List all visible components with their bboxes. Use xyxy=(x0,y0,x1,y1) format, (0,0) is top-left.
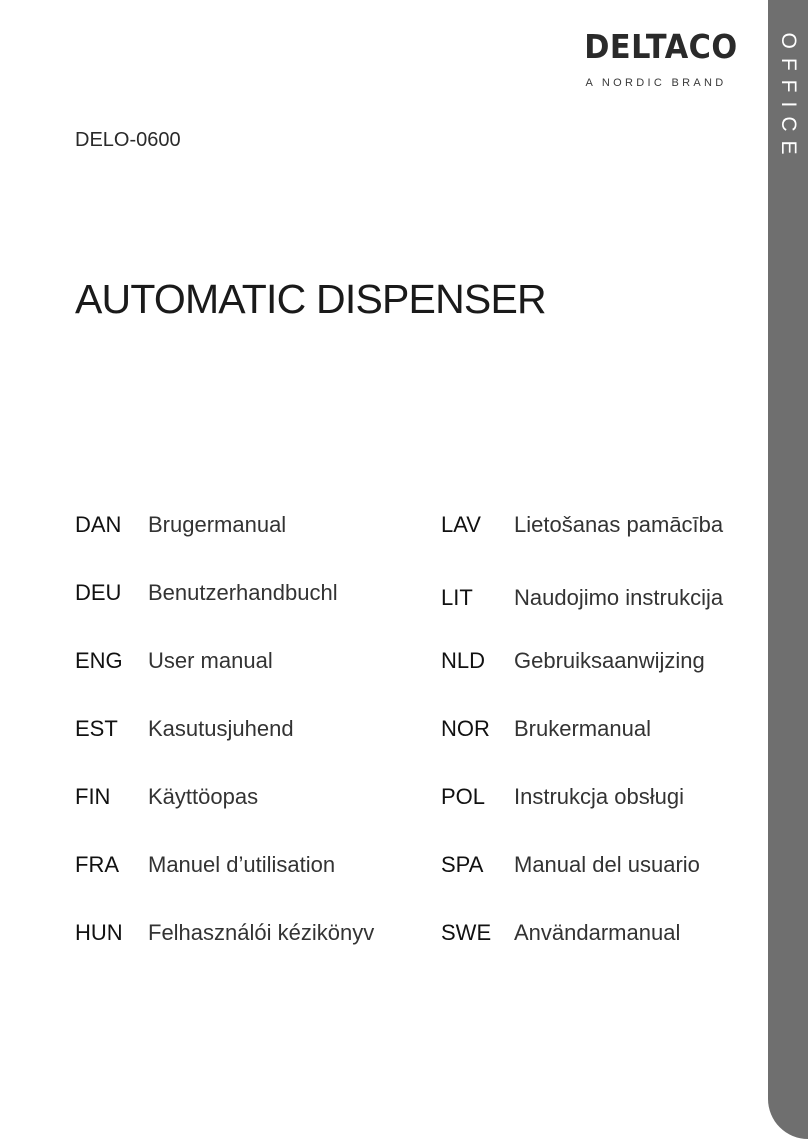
language-label: Manual del usuario xyxy=(514,852,700,877)
language-label: User manual xyxy=(148,648,273,673)
language-label: Gebruiksaanwijzing xyxy=(514,648,705,673)
language-label: Brugermanual xyxy=(148,512,287,537)
language-label: Användarmanual xyxy=(514,920,681,945)
brand-name: DELTACO xyxy=(584,27,738,66)
language-label: Benutzerhandbuchl xyxy=(148,580,338,605)
language-label: Naudojimo instrukcija xyxy=(514,585,724,610)
language-code: POL xyxy=(441,784,486,809)
language-code: DAN xyxy=(75,512,122,537)
language-code: SWE xyxy=(441,920,492,945)
model-number: DELO-0600 xyxy=(75,129,181,151)
sidebar-label: OFFICE xyxy=(777,32,800,164)
language-code: EST xyxy=(75,716,118,741)
language-label: Kasutusjuhend xyxy=(148,716,294,741)
language-label: Brukermanual xyxy=(514,716,651,741)
language-code: FIN xyxy=(75,784,111,809)
language-code: SPA xyxy=(441,852,484,877)
language-label: Instrukcja obsługi xyxy=(514,784,684,809)
brand-tagline: A NORDIC BRAND xyxy=(585,77,727,89)
brand-logo xyxy=(578,27,738,89)
language-code: NOR xyxy=(441,716,490,741)
language-code: DEU xyxy=(75,580,122,605)
language-code: LAV xyxy=(441,512,481,537)
language-label: Lietošanas pamācība xyxy=(514,512,724,537)
language-code: NLD xyxy=(441,648,486,673)
language-label: Käyttöopas xyxy=(148,784,259,809)
language-label: Felhasználói kézikönyv xyxy=(148,920,375,945)
language-code: ENG xyxy=(75,648,123,673)
language-code: HUN xyxy=(75,920,123,945)
language-label: Manuel d’utilisation xyxy=(148,852,336,877)
sidebar-band xyxy=(768,0,808,1139)
page-title: AUTOMATIC DISPENSER xyxy=(75,276,546,322)
language-code: LIT xyxy=(441,585,473,610)
language-code: FRA xyxy=(75,852,119,877)
